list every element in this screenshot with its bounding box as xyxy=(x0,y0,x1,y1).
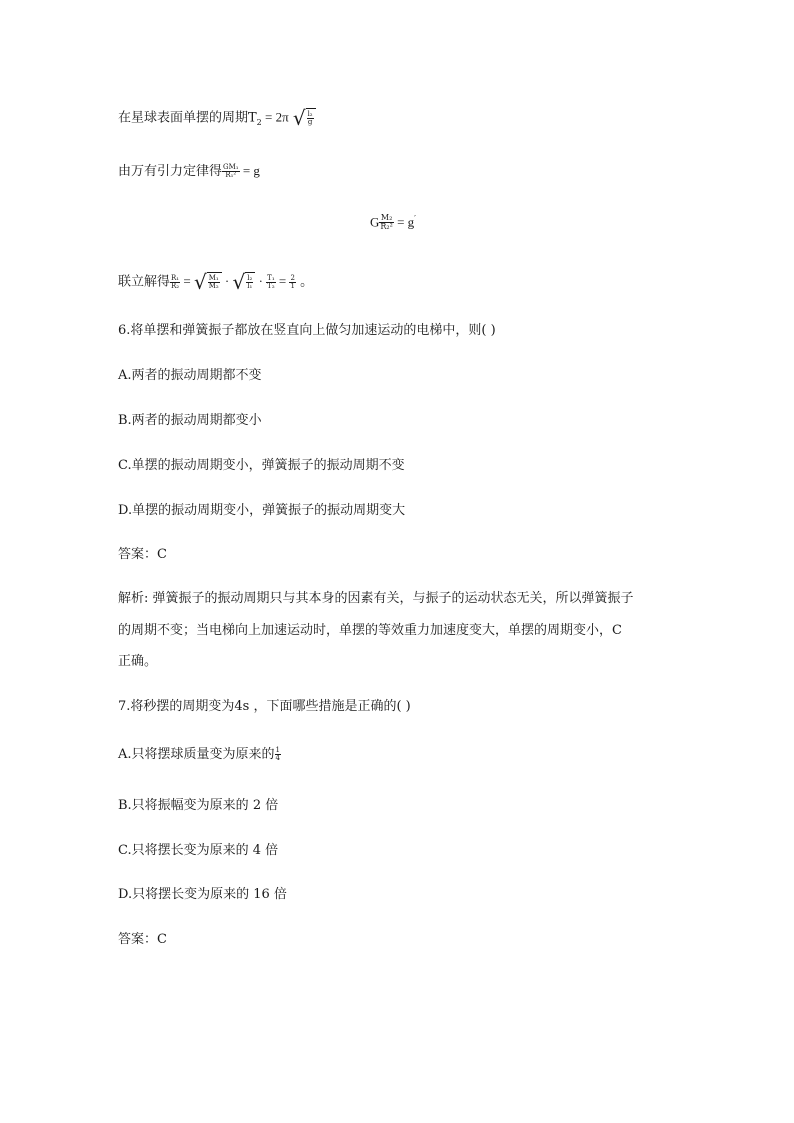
combine-r-num: R₁ xyxy=(171,273,180,282)
second-fraction xyxy=(379,214,393,231)
second-G: G xyxy=(370,214,380,230)
q6-option-b: B.两者的振动周期都变小 xyxy=(118,413,262,428)
combine-l-num: l₂ xyxy=(247,274,253,282)
combine-l-den: l₁ xyxy=(247,282,253,290)
combine-m-den: M₂ xyxy=(208,282,219,290)
q6-answer: 答案：C xyxy=(118,547,167,562)
combine-res-den: 1 xyxy=(290,281,295,290)
q7-answer: 答案：C xyxy=(118,932,167,947)
q7-option-a-num: 1 xyxy=(275,746,280,754)
q7-option-d: D.只将摆长变为原来的 16 倍 xyxy=(118,887,287,902)
combine-t-num: T₁ xyxy=(267,273,275,282)
second-frac-num: M₂ xyxy=(380,213,393,223)
q6-analysis-line-3: 正确。 xyxy=(118,654,158,669)
period-rad-num: l₂ xyxy=(307,110,313,118)
combine-r-fraction xyxy=(170,275,180,290)
combine-dot-2: · xyxy=(255,273,267,289)
second-prime: ′ xyxy=(414,214,416,223)
q6-option-a: A.两者的振动周期都不变 xyxy=(118,368,262,383)
period-subscript: 2 xyxy=(256,118,262,128)
combine-t-den: T₂ xyxy=(267,281,275,290)
period-rad-den: g xyxy=(307,118,313,126)
q7-option-a-fraction xyxy=(275,747,281,762)
q7-option-a-text: A.只将摆球质量变为原来的 xyxy=(118,747,275,762)
combine-r-den: R₂ xyxy=(171,281,180,290)
q7-option-b: B.只将振幅变为原来的 2 倍 xyxy=(118,798,279,813)
q7-option-a xyxy=(118,746,281,764)
q6-option-c: C.单摆的振动周期变小，弹簧振子的振动周期不变 xyxy=(118,458,405,473)
combine-equals-2: = xyxy=(275,273,290,289)
gravity-prefix: 由万有引力定律得 xyxy=(118,164,223,179)
gravity-formula-line xyxy=(118,162,260,181)
combine-l-sqrt: √ $\frac{\text{l₂}}{\text{l₁}}$ xyxy=(233,272,256,292)
combine-m-sqrt: √ $\frac{\text{M₁}}{\text{M₂}}$ xyxy=(194,272,222,292)
combine-dot-1: · xyxy=(221,273,233,289)
combine-m-num: M₁ xyxy=(208,274,219,282)
gravity-fraction xyxy=(222,164,240,179)
combine-res-num: 2 xyxy=(290,273,295,282)
gravity-equals: = g xyxy=(239,163,260,178)
gravity-frac-num: GM₁ xyxy=(223,163,239,171)
second-gravity-line xyxy=(370,210,416,232)
q7-option-c: C.只将摆长变为原来的 4 倍 xyxy=(118,843,279,858)
period-sqrt: √ $\frac{\text{l₂}}{g}$ xyxy=(293,108,316,128)
period-prefix: 在星球表面单摆的周期T xyxy=(118,110,257,126)
second-frac-den: R₂² xyxy=(380,222,393,232)
gravity-frac-den: R₁² xyxy=(222,171,240,179)
second-equals: = g xyxy=(393,214,415,230)
q6-analysis-line-2: 的周期不变；当电梯向上加速运动时，单摆的等效重力加速度变大，单摆的周期变小，C xyxy=(118,623,622,638)
q7-option-a-den: 4 xyxy=(275,754,280,762)
period-formula-line xyxy=(118,108,316,132)
q6-option-d: D.单摆的振动周期变小，弹簧振子的振动周期变大 xyxy=(118,503,406,518)
combine-t-fraction xyxy=(266,275,275,290)
q6-stem: 6.将单摆和弹簧振子都放在竖直向上做匀加速运动的电梯中，则( ) xyxy=(118,323,496,338)
q7-stem: 7.将秒摆的周期变为4s ，下面哪些措施是正确的( ) xyxy=(118,699,411,714)
combine-equals-1: = xyxy=(180,273,194,289)
q6-analysis-line-1: 解析: 弹簧振子的振动周期只与其本身的因素有关，与振子的运动状态无关，所以弹簧振子 xyxy=(118,591,634,606)
combine-prefix: 联立解得 xyxy=(118,274,171,290)
combine-end: 。 xyxy=(295,274,314,290)
combine-formula-line xyxy=(118,272,313,292)
period-equals: = 2π xyxy=(261,109,289,125)
